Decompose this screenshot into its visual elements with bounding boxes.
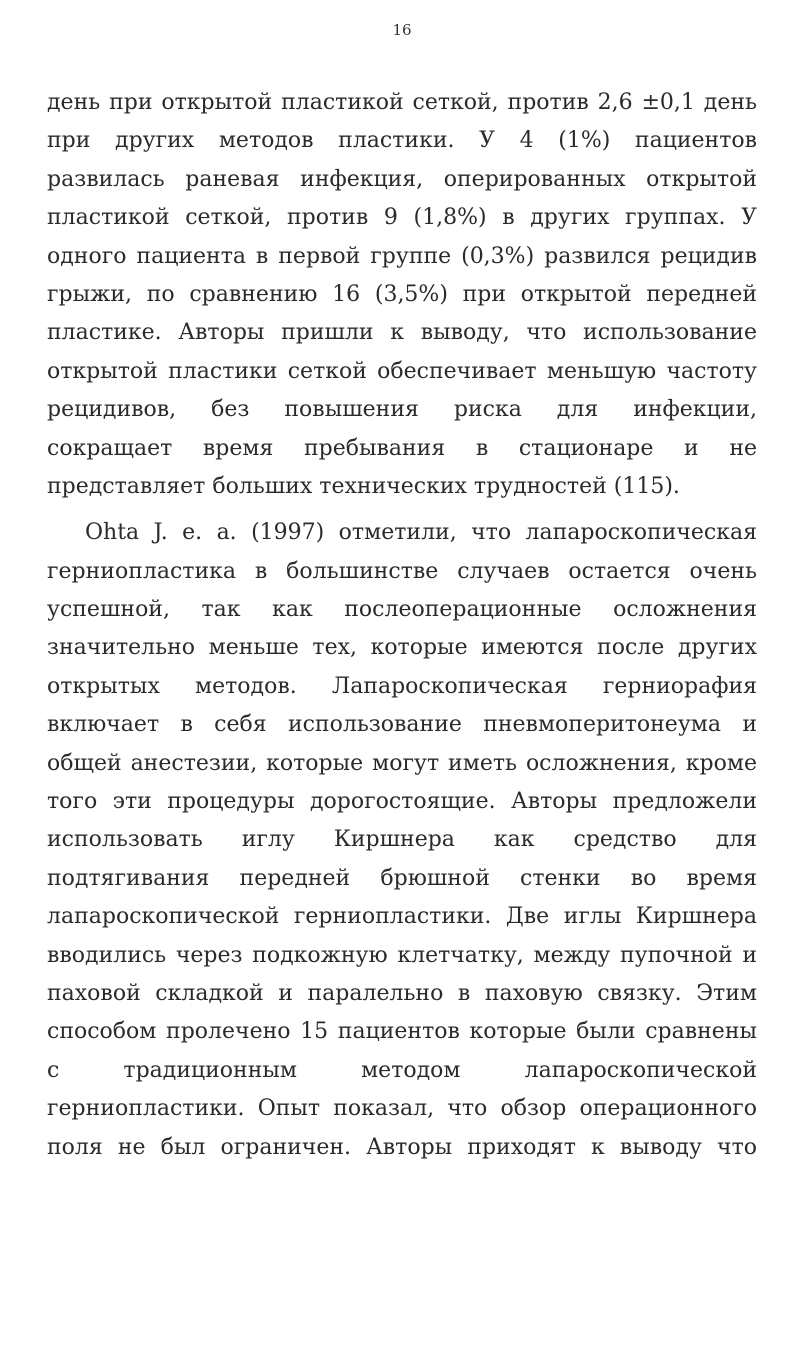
text-line: день при открытой пластикой сеткой, против 2,6 ±0,1 день	[47, 90, 757, 115]
text-line: значительно меньше тех, которые имеются после других	[47, 635, 757, 661]
text-line: одного пациента в первой группе (0,3%) развился рецидив	[47, 243, 757, 269]
text-line: рецидивов, без повышения риска для инфекции,	[47, 397, 757, 423]
document-body	[47, 84, 757, 1175]
text-line: с традиционным методом лапароскопической	[47, 1057, 757, 1083]
text-line: открытых методов. Лапароскопическая герниорафия	[47, 673, 757, 699]
text-line: того эти процедуры дорогостоящие. Авторы предложели	[47, 789, 757, 815]
text-line: представляет больших технических трудностей (115).	[47, 473, 680, 499]
text-line: герниопластики. Опыт показал, что обзор операционного	[47, 1096, 757, 1122]
text-line: способом пролечено 15 пациентов которые были сравнены	[47, 1019, 757, 1045]
text-line: сокращает время пребывания в стационаре и не	[47, 435, 757, 461]
text-line: паховой складкой и паралельно в паховую связку. Этим	[47, 980, 757, 1006]
paragraph-2	[47, 514, 757, 1167]
text-line: лапароскопической герниопластики. Две иглы Киршнера	[47, 904, 757, 930]
text-line: развилась раневая инфекция, оперированных открытой	[47, 166, 757, 192]
text-line: открытой пластики сеткой обеспечивает меньшую частоту	[47, 358, 757, 384]
text-line: герниопластика в большинстве случаев остается очень	[47, 558, 757, 584]
text-line: пластикой сеткой, против 9 (1,8%) в других группах. У	[47, 205, 757, 231]
text-line: грыжи, по сравнению 16 (3,5%) при открытой передней	[47, 281, 757, 307]
text-line: пластике. Авторы пришли к выводу, что использование	[47, 320, 757, 346]
text-line: Ohta J. e. a. (1997) отметили, что лапароскопическая	[85, 520, 757, 546]
text-line: вводились через подкожную клетчатку, между пупочной и	[47, 942, 757, 968]
text-line: при других методов пластики. У 4 (1%) пациентов	[47, 128, 757, 154]
paragraph-1	[47, 84, 757, 506]
text-line: успешной, так как послеоперационные осложнения	[47, 597, 757, 623]
text-line: использовать иглу Киршнера как средство для	[47, 827, 757, 853]
page-number: 16	[392, 21, 412, 39]
text-line: общей анестезии, которые могут иметь осложнения, кроме	[47, 750, 757, 776]
text-line: подтягивания передней брюшной стенки во время	[47, 865, 757, 891]
text-line: поля не был ограничен. Авторы приходят к выводу что	[47, 1134, 757, 1160]
text-line: включает в себя использование пневмоперитонеума и	[47, 712, 757, 738]
